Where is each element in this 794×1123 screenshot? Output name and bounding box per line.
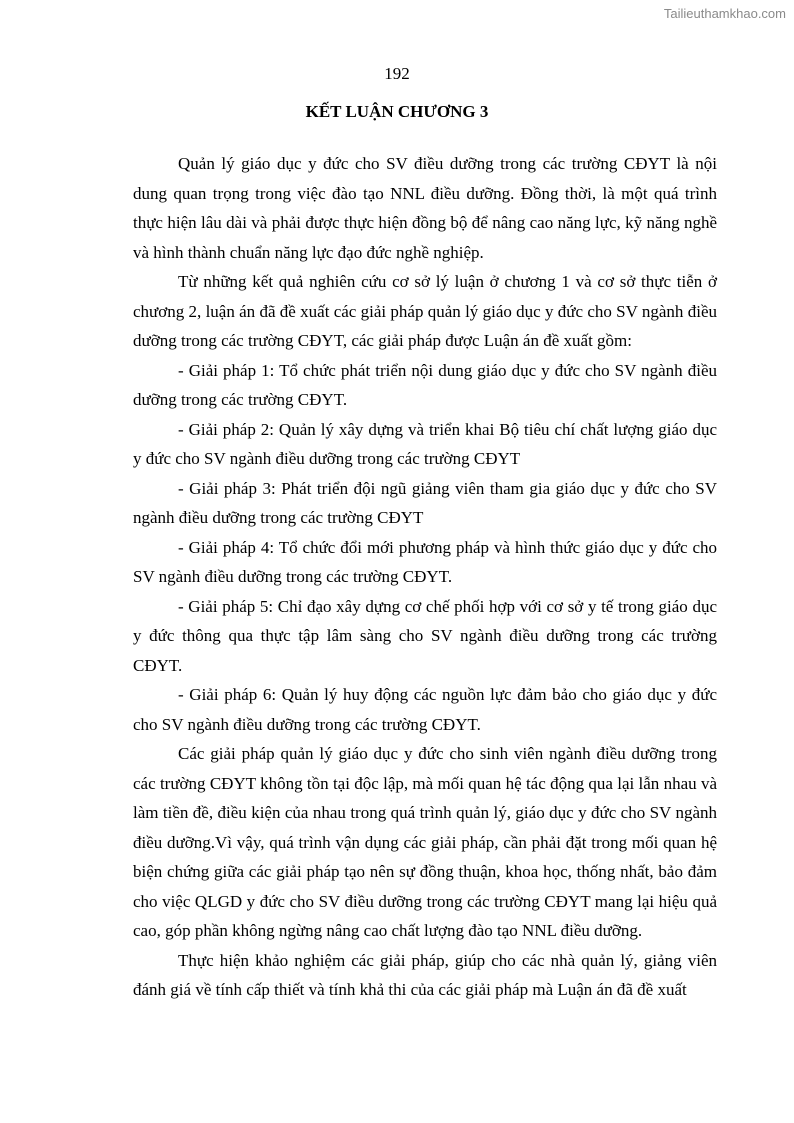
solution-item-1: - Giải pháp 1: Tổ chức phát triển nội dung giáo dục y đức cho SV ngành điều dưỡng trong các trường CĐYT. (133, 360, 717, 409)
paragraph-intro: Quản lý giáo dục y đức cho SV điều dưỡng trong các trường CĐYT là nội dung quan trọng trong việc đào tạo NNL điều dưỡng. Đồng thời, là một quá trình thực hiện lâu dài và phải được thực hiện đồng bộ để nâng cao năng lực, kỹ năng nghề và hình thành chuẩn năng lực đạo đức nghề nghiệp. (133, 154, 717, 262)
chapter-conclusion-heading: KẾT LUẬN CHƯƠNG 3 (305, 102, 489, 121)
paragraph-research-summary: Từ những kết quả nghiên cứu cơ sở lý luận ở chương 1 và cơ sở thực tiễn ở chương 2, luận án đã đề xuất các giải pháp quản lý giáo dục y đức cho SV ngành điều dưỡng trong các trường CĐYT, các giải pháp được Luận án đề xuất gồm: (133, 272, 717, 350)
solution-item-5: - Giải pháp 5: Chỉ đạo xây dựng cơ chế phối hợp với cơ sở y tế trong giáo dục y đức thông qua thực tập lâm sàng cho SV ngành điều dưỡng trong các trường CĐYT. (133, 596, 717, 675)
paragraph-evaluation: Thực hiện khảo nghiệm các giải pháp, giúp cho các nhà quản lý, giảng viên đánh giá về tính cấp thiết và tính khả thi của các giải pháp mà Luận án đã đề xuất (133, 950, 717, 999)
solution-item-6: - Giải pháp 6: Quản lý huy động các nguồn lực đảm bảo cho giáo dục y đức cho SV ngành điều dưỡng trong các trường CĐYT. (133, 685, 717, 734)
watermark: Tailieuthamkhao.com (663, 6, 786, 21)
paragraph-relationship: Các giải pháp quản lý giáo dục y đức cho sinh viên ngành điều dưỡng trong các trường CĐYT không tồn tại độc lập, mà mối quan hệ tác động qua lại lẫn nhau và làm tiền đề, điều kiện của nhau trong quá trình quản lý, giáo dục y đức cho SV ngành điều dưỡng.Vì vậy, quá trình vận dụng các giải pháp, cần phải đặt trong mối quan hệ biện chứng giữa các giải pháp tạo nên sự đồng thuận, khoa học, thống nhất, bảo đảm cho việc QLGD y đức cho SV điều dưỡng trong các trường CĐYT mang lại hiệu quả cao, góp phần không ngừng nâng cao chất lượng đào tạo NNL điều dưỡng. (133, 744, 717, 940)
solution-item-3: - Giải pháp 3: Phát triển đội ngũ giảng viên tham gia giáo dục y đức cho SV ngành điều dưỡng trong các trường CĐYT (133, 478, 717, 527)
solution-item-2: - Giải pháp 2: Quản lý xây dựng và triển khai Bộ tiêu chí chất lượng giáo dục y đức cho SV ngành điều dưỡng trong các trường CĐYT (133, 419, 717, 468)
solution-item-4: - Giải pháp 4: Tổ chức đổi mới phương pháp và hình thức giáo dục y đức cho SV ngành điều dưỡng trong các trường CĐYT. (133, 537, 717, 586)
page-number: 192 (384, 64, 410, 83)
body-text (133, 149, 717, 1005)
